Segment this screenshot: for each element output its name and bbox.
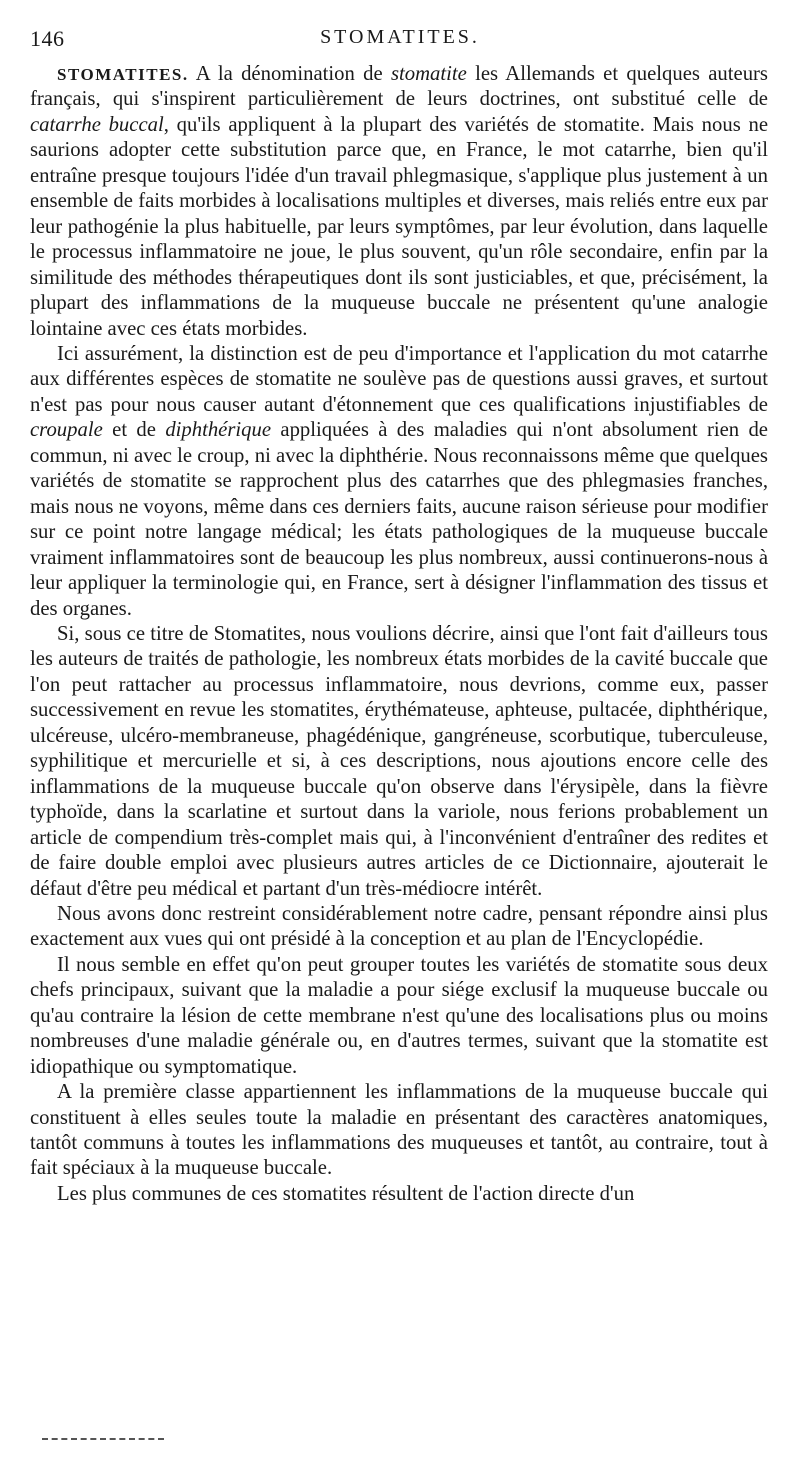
paragraph-5: Il nous semble en effet qu'on peut grouper toutes les variétés de stomatite sous deux chefs principaux, suivant que la maladie a pour siége exclusif la muqueuse buccale ou qu'au contraire la lésion de cette membrane n'est qu'une des localisations plus ou moins nombreuses d'une maladie générale ou, en d'autres termes, suivant que la stomatite est idiopathique ou symptomatique. bbox=[30, 953, 768, 1078]
entry-heading: STOMATITES. bbox=[57, 65, 189, 84]
paragraph-4: Nous avons donc restreint considérablement notre cadre, pensant répondre ainsi plus exactement aux vues qui ont présidé à la conception et au plan de l'Encyclopédie. bbox=[30, 902, 768, 951]
paragraph-3: Si, sous ce titre de Stomatites, nous voulions décrire, ainsi que l'ont fait d'ailleurs tous les auteurs de traités de pathologie, les nombreux états morbides de la cavité buccale que l'on peut rattacher au processus inflammatoire, nous devrions, comme eux, passer successivement en revue les stomatites, érythémateuse, aphteuse, pultacée, diphthérique, ulcéreuse, ulcéro-membraneuse, phagédénique, gangréneuse, scorbutique, tuberculeuse, syphilitique et mercurielle et si, à ces descriptions, nous ajoutions encore celle des inflammations de la muqueuse buccale qu'on observe dans l'érysipèle, dans la fièvre typhoïde, dans la scarlatine et surtout dans la variole, nous ferions probablement un article de compendium très-complet mais qui, à l'inconvénient d'entraîner des redites et de faire double emploi avec plusieurs autres articles de ce Dictionnaire, ajouterait le défaut d'être peu médical et partant d'un très-médiocre intérêt. bbox=[30, 622, 768, 900]
paragraph-2-text-b: et de bbox=[102, 419, 166, 442]
paragraph-1-text-a: A la dénomination de bbox=[188, 63, 391, 85]
term-croupale: croupale bbox=[30, 419, 103, 442]
term-stomatite: stomatite bbox=[390, 63, 467, 85]
paragraph-1-text-b: les Allemands et quelques auteurs français, qui s'inspirent particulièrement de leurs doctrines, ont substitué celle de bbox=[30, 63, 768, 111]
term-catarrhe-buccal: catarrhe buccal bbox=[30, 113, 164, 136]
paragraph-1 bbox=[30, 62, 768, 342]
paragraph-1-text-c: , qu'ils appliquent à la plupart des variétés de stomatite. Mais nous ne saurions adopter cette substitution parce que, en France, le mot catarrhe, bien qu'il entraîne presque toujours l'idée d'un travail phlegmasique, s'applique plus justement à un ensemble de faits morbides à localisations multiples et diverses, mais reliés entre eux par leur pathogénie la plus habituelle, par leurs symptômes, par leur évolution, dans laquelle le processus inflammatoire ne joue, le plus souvent, qu'un rôle secondaire, enfin par la similitude des méthodes thérapeutiques dont ils sont justiciables, et que, précisément, la plupart des inflammations de la muqueuse buccale ne présentent qu'une analogie lointaine avec ces états morbides. bbox=[30, 113, 769, 340]
running-title: STOMATITES. bbox=[320, 26, 480, 48]
page-number: 146 bbox=[30, 26, 65, 51]
paragraph-2-text-a: Ici assurément, la distinction est de peu d'importance et l'application du mot catarrhe aux différentes espèces de stomatite ne soulève pas de questions aussi graves, et surtout n'est pas pour nous causer autant d'étonnement que ces qualifications injustifiables de bbox=[30, 342, 768, 416]
term-diphtherique: diphthérique bbox=[165, 419, 272, 442]
paragraph-2 bbox=[30, 342, 768, 622]
paragraph-2-text-c: appliquées à des maladies qui n'ont absolument rien de commun, ni avec le croup, ni avec la diphthérie. Nous reconnaissons même que quelques variétés de stomatite se rapprochent plus des catarrhes que des phlegmasies franches, mais nous ne voyons, même dans ces derniers faits, aucune raison sérieuse pour modifier sur ce point notre langage médical; les états pathologiques de la muqueuse buccale vraiment inflammatoires sont de beaucoup les plus nombreux, aussi continuerons-nous à leur appliquer la terminologie qui, en France, sert à désigner l'inflammation des tissus et des organes. bbox=[30, 419, 768, 620]
footnote-rule bbox=[42, 1438, 164, 1440]
paragraph-7: Les plus communes de ces stomatites résultent de l'action directe d'un bbox=[57, 1182, 635, 1205]
paragraph-6: A la première classe appartiennent les inflammations de la muqueuse buccale qui constituent à elles seules toute la maladie en présentant des caractères anatomiques, tantôt communs à toutes les inflammations des muqueuses et tantôt, au contraire, tout à fait spéciaux à la muqueuse buccale. bbox=[30, 1081, 768, 1180]
page-header bbox=[30, 26, 770, 54]
article-body bbox=[30, 62, 768, 1207]
